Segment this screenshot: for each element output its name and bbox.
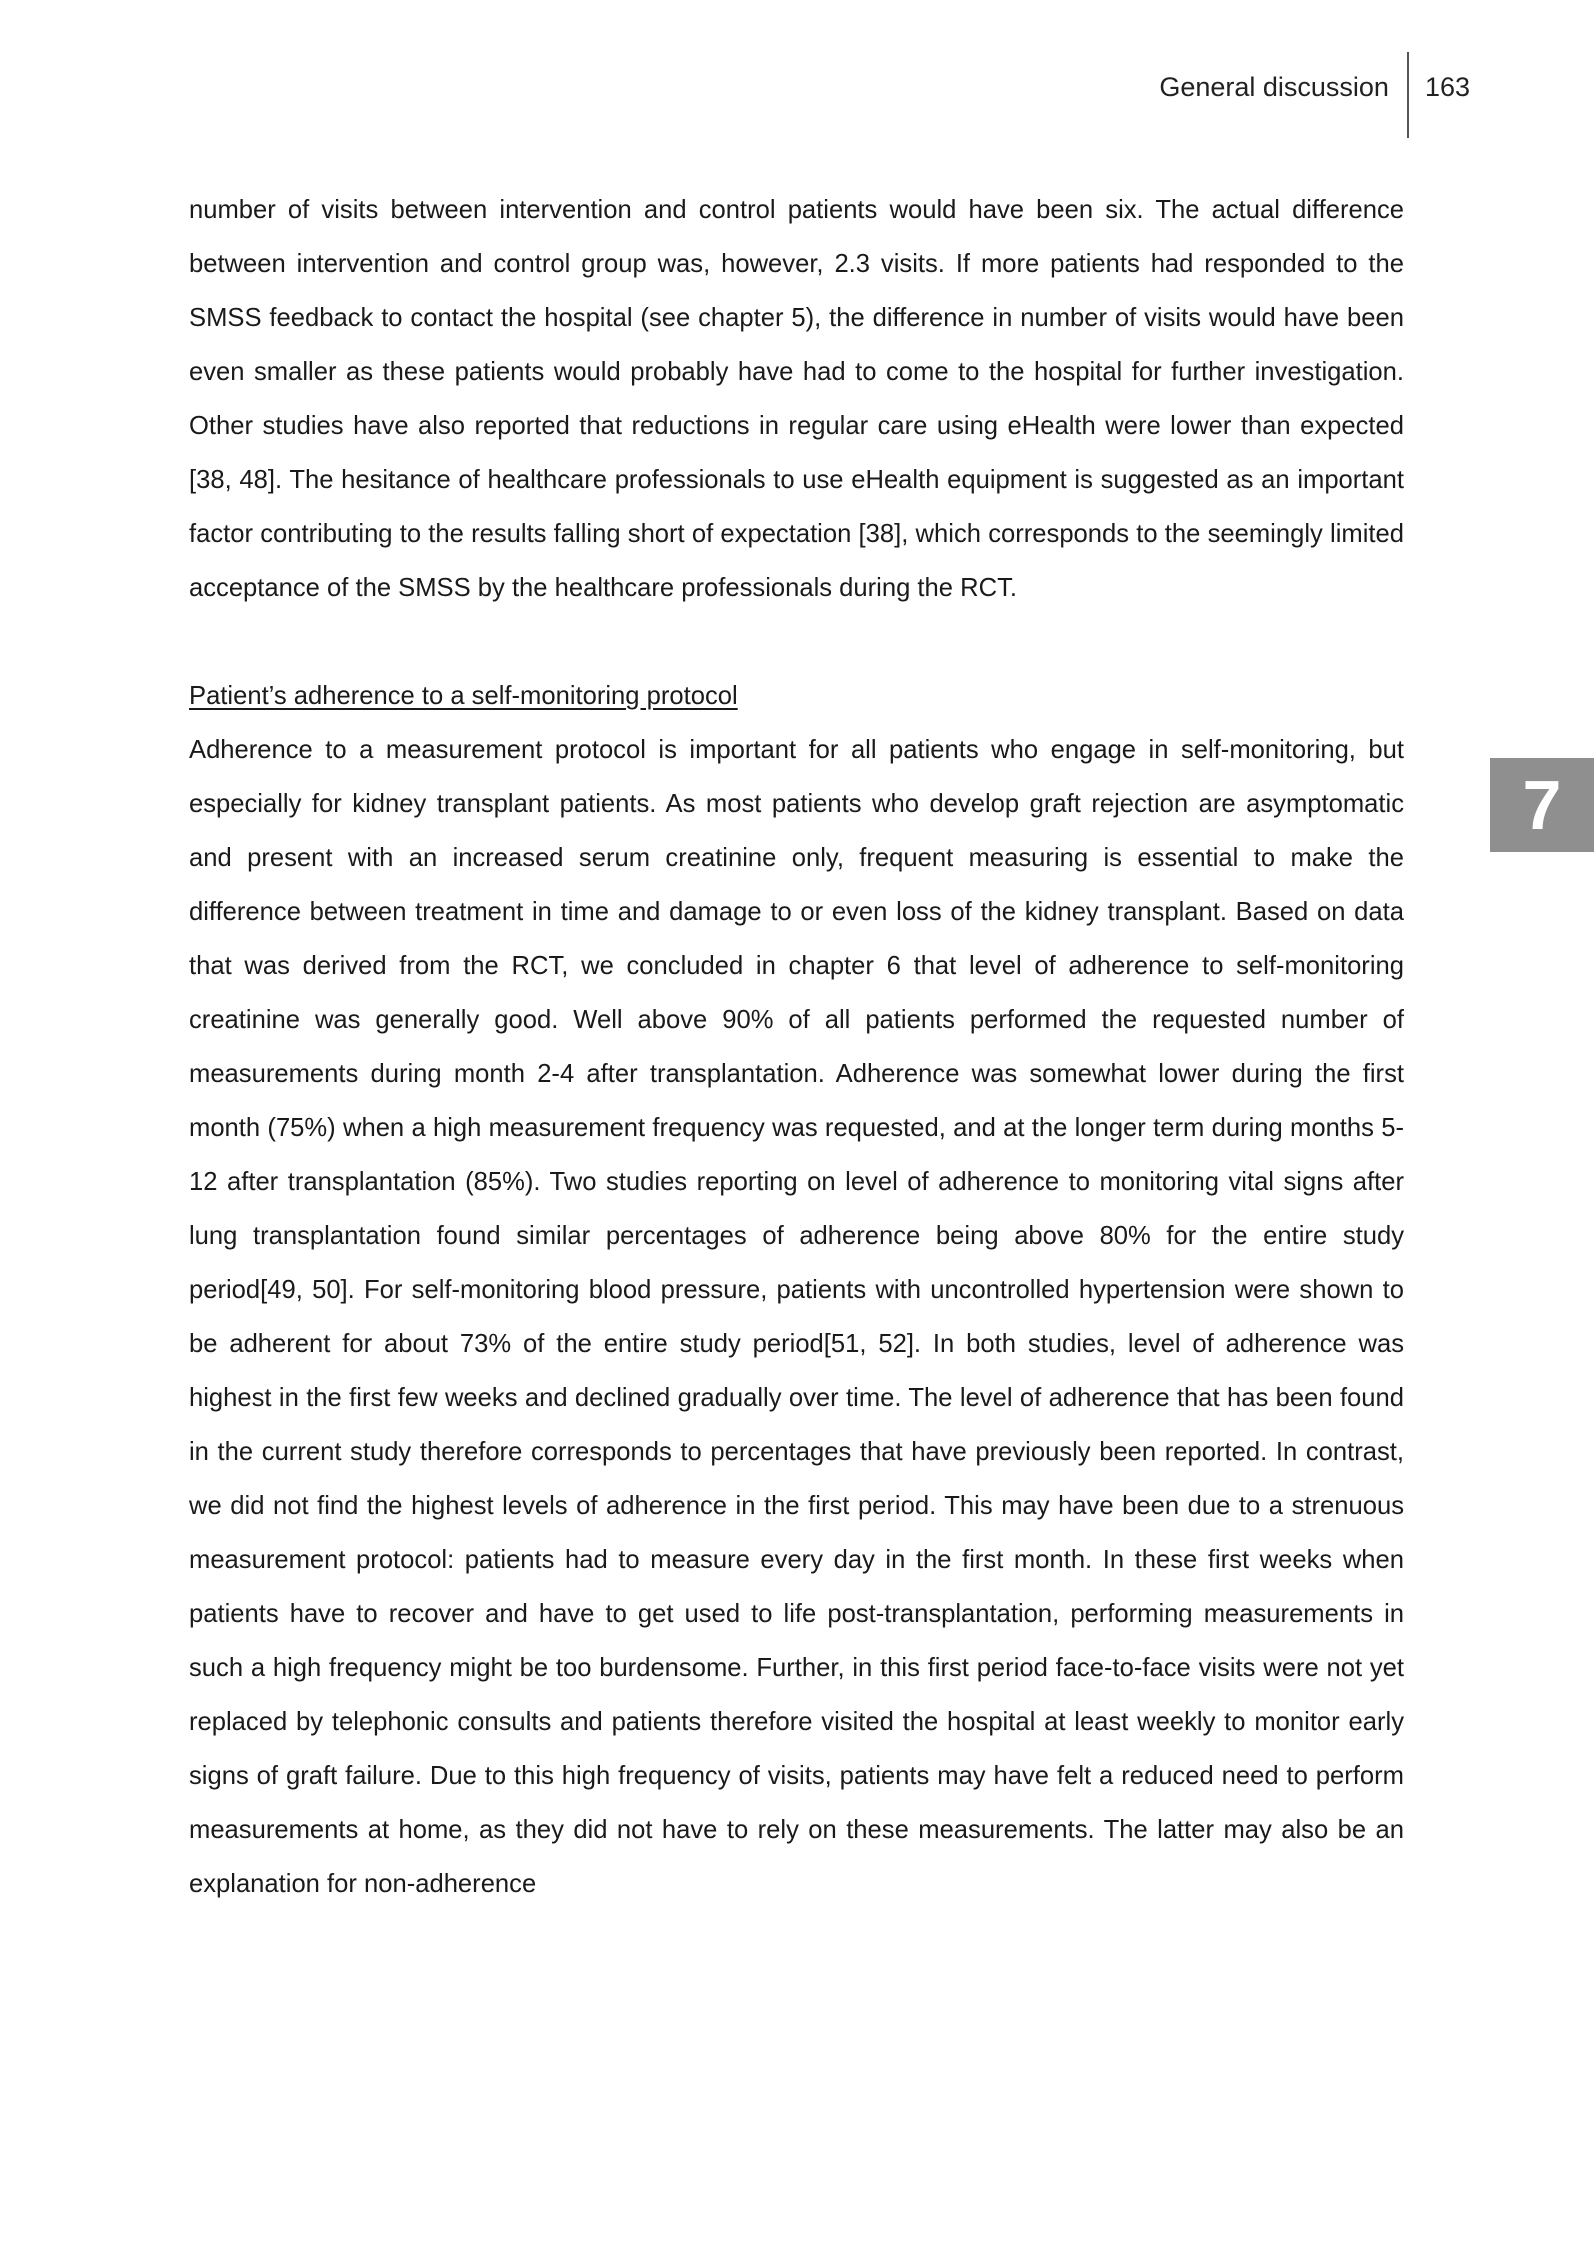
paragraph-adherence: Adherence to a measurement protocol is important for all patients who engage in self-monitoring, but especially for kidney transplant patients. As most patients who develop graft rejection are asymptomatic and present with an increased serum creatinine only, frequent measuring is essential to make the difference between treatment in time and damage to or even loss of the kidney transplant. Based on data that was derived from the RCT, we concluded in chapter 6 that level of adherence to self-monitoring creatinine was generally good. Well above 90% of all patients performed the requested number of measurements during month 2-4 after transplantation. Adherence was somewhat lower during the first month (75%) when a high measurement frequency was requested, and at the longer term during months 5-12 after transplantation (85%). Two studies reporting on level of adherence to monitoring vital signs after lung transplantation found similar percentages of adherence being above 80% for the entire study period[49, 50]. For self-monitoring blood pressure, patients with uncontrolled hypertension were shown to be adherent for about 73% of the entire study period[51, 52]. In both studies, level of adherence was highest in the first few weeks and declined gradually over time. The level of adherence that has been found in the current study therefore corresponds to percentages that have previously been reported. In contrast, we did not find the highest levels of adherence in the first period. This may have been due to a strenuous measurement protocol: patients had to measure every day in the first month. In these first weeks when patients have to recover and have to get used to life post-transplantation, performing measurements in such a high frequency might be too burdensome. Further, in this first period face-to-face visits were not yet replaced by telephonic consults and patients therefore visited the hospital at least weekly to monitor early signs of graft failure. Due to this high frequency of visits, patients may have felt a reduced need to perform measurements at home, as they did not have to rely on these measurements. The latter may also be an explanation for non-adherence [189, 736, 1404, 1898]
header-title: General discussion [1159, 72, 1389, 102]
page-number: 163 [1424, 72, 1470, 102]
running-header [1159, 52, 1470, 138]
paragraph-continued: number of visits between intervention and control patients would have been six. The actual difference between intervention and control group was, however, 2.3 visits. If more patients had responded to the SMSS feedback to contact the hospital (see chapter 5), the difference in number of visits would have been even smaller as these patients would probably have had to come to the hospital for further investigation. Other studies have also reported that reductions in regular care using eHealth were lower than expected [38, 48]. The hesitance of healthcare professionals to use eHealth equipment is suggested as an important factor contributing to the results falling short of expectation [38], which corresponds to the seemingly limited acceptance of the SMSS by the healthcare professionals during the RCT. [189, 196, 1404, 602]
section-heading: Patient’s adherence to a self-monitoring protocol [189, 682, 738, 710]
body-text [189, 183, 1404, 1911]
chapter-tab: 7 [1490, 758, 1594, 852]
